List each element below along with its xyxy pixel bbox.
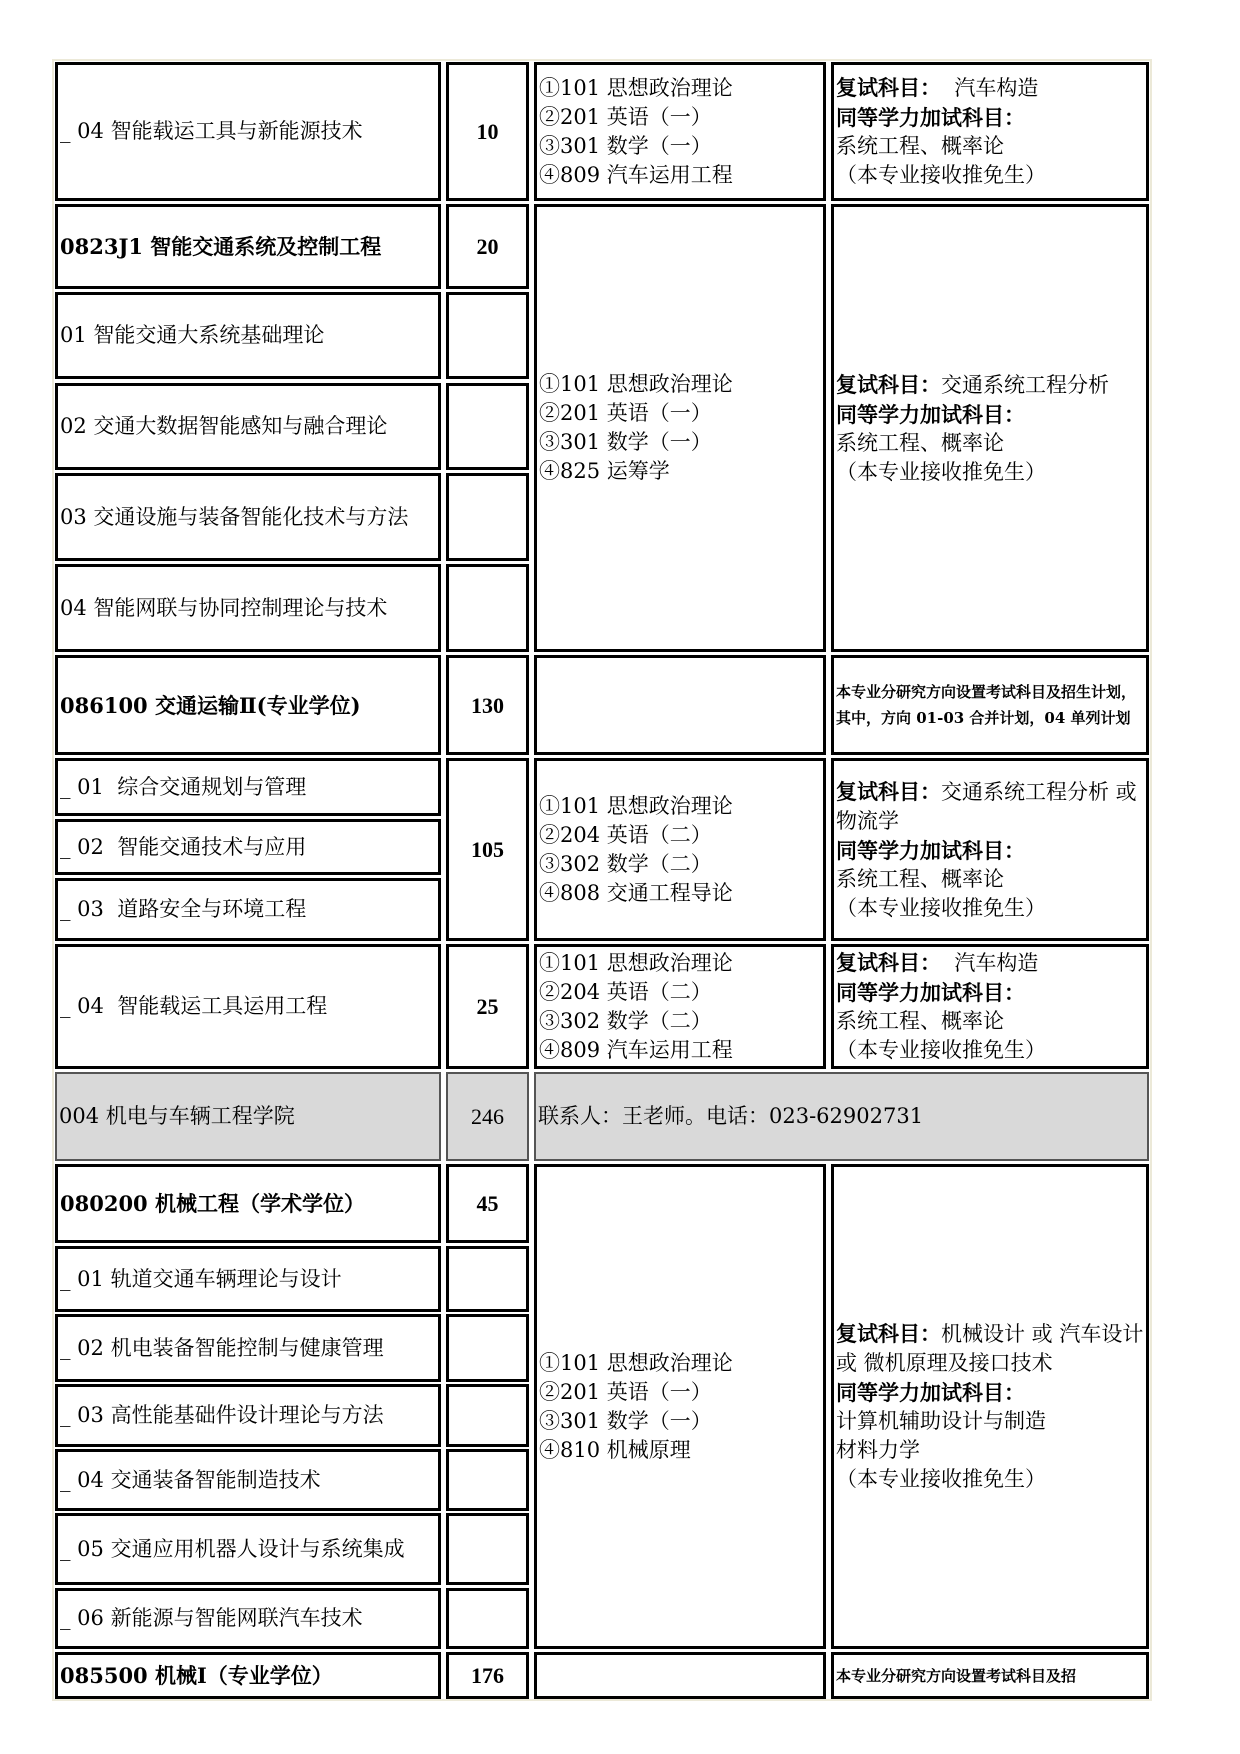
direction-name: _ 02 机电装备智能控制与健康管理 [60, 1335, 384, 1360]
table-cell-remarks [831, 1652, 1149, 1699]
table-cell-quota [446, 944, 529, 1069]
equiv-label: 同等学力加试科目： [836, 401, 1025, 427]
table-cell-remarks [831, 62, 1149, 201]
exam-item: ③301 数学（一） [539, 1408, 712, 1433]
direction-name: _ 02 智能交通技术与应用 [60, 834, 307, 859]
table-cell-direction [55, 1384, 441, 1447]
quota-value: 20 [476, 234, 499, 259]
college-contact: 联系人：王老师。电话：023-62902731 [538, 1104, 924, 1128]
major-remark: 本专业分研究方向设置考试科目及招 [836, 1666, 1077, 1685]
quota-value: 176 [471, 1663, 504, 1688]
table-cell-exams [534, 758, 826, 941]
table-cell-direction [55, 1513, 441, 1585]
exempt-note: （本专业接收推免生） [836, 459, 1046, 484]
exam-item: ②204 英语（二） [539, 979, 712, 1004]
major-name: 086100 交通运输Ⅱ(专业学位) [60, 692, 361, 718]
retest-label: 复试科目： [836, 950, 941, 975]
table-cell-remarks [831, 204, 1149, 652]
quota-value: 45 [476, 1191, 499, 1216]
table-cell-direction [55, 564, 441, 652]
table-cell-direction [55, 383, 441, 470]
table-cell-quota [446, 1449, 529, 1511]
table-cell-quota [446, 1246, 529, 1312]
exam-item: ③302 数学（二） [539, 851, 712, 876]
exam-item: ①101 思想政治理论 [539, 1350, 733, 1375]
exam-item: ②204 英语（二） [539, 822, 712, 847]
table-cell-quota [446, 204, 529, 289]
quota-value: 246 [471, 1104, 504, 1129]
college-name-cell [55, 1072, 441, 1161]
direction-name: 02 交通大数据智能感知与融合理论 [60, 414, 388, 438]
exam-item: ④825 运筹学 [539, 459, 670, 483]
major-name: _ 04 智能载运工具与新能源技术 [60, 119, 363, 143]
table-cell-direction [55, 292, 441, 379]
table-cell-exams [534, 62, 826, 201]
table-cell-quota [446, 1164, 529, 1243]
table-cell-exams [534, 1652, 826, 1699]
retest-subject: 交通系统工程分析 或 物流学 [836, 779, 1137, 833]
table-cell-exams [534, 944, 826, 1069]
table-cell-direction [55, 1314, 441, 1382]
table-cell-major [55, 62, 441, 201]
exam-item: ③301 数学（一） [539, 430, 712, 454]
direction-name: 03 交通设施与装备智能化技术与方法 [60, 504, 409, 529]
retest-subject: 汽车构造 [941, 951, 1039, 975]
table-cell-quota [446, 473, 529, 561]
table-cell-quota [446, 1588, 529, 1649]
quota-value: 130 [471, 692, 504, 718]
table-cell-quota [446, 1652, 529, 1699]
exam-item: ④808 交通工程导论 [539, 880, 733, 905]
table-cell-exams [534, 655, 826, 755]
table-cell-direction [55, 758, 441, 816]
retest-label: 复试科目： [836, 371, 941, 397]
table-cell-quota [446, 1314, 529, 1382]
direction-name: 04 智能网联与协同控制理论与技术 [60, 595, 388, 620]
table-cell-quota [446, 655, 529, 755]
table-cell-remarks [831, 1164, 1149, 1649]
table-cell-quota [446, 383, 529, 470]
table-cell-major [55, 1164, 441, 1243]
table-cell-quota [446, 292, 529, 379]
table-cell-major [55, 204, 441, 289]
college-name: 004 机电与车辆工程学院 [59, 1104, 295, 1128]
equiv-label: 同等学力加试科目： [836, 105, 1025, 130]
direction-name: _ 05 交通应用机器人设计与系统集成 [60, 1536, 405, 1561]
table-cell-direction [55, 1449, 441, 1511]
direction-name: _ 06 新能源与智能网联汽车技术 [60, 1606, 363, 1630]
equiv-subject: 材料力学 [836, 1438, 920, 1462]
retest-subject: 机械设计 或 汽车设计 或 微机原理及接口技术 [836, 1322, 1144, 1375]
major-remark: 本专业分研究方向设置考试科目及招生计划，其中，方向 01-03 合并计划，04 单列计划 [836, 683, 1137, 727]
college-quota-cell [446, 1072, 529, 1161]
table-cell-remarks [831, 655, 1149, 755]
exam-item: ②201 英语（一） [539, 1379, 712, 1404]
direction-name: _ 01 综合交通规划与管理 [60, 774, 307, 799]
table-cell-quota [446, 62, 529, 201]
exam-item: ①101 思想政治理论 [539, 372, 733, 396]
exempt-note: （本专业接收推免生） [836, 895, 1046, 920]
table-cell-exams [534, 204, 826, 652]
equiv-label: 同等学力加试科目： [836, 1380, 1025, 1405]
exam-item: ③302 数学（二） [539, 1008, 712, 1033]
equiv-subjects: 系统工程、概率论 [836, 1009, 1004, 1033]
retest-label: 复试科目： [836, 75, 941, 100]
table-cell-remarks [831, 944, 1149, 1069]
quota-value: 25 [476, 994, 499, 1019]
exam-item: ②201 英语（一） [539, 104, 712, 129]
equiv-subjects: 系统工程、概率论 [836, 134, 1004, 158]
table-cell-quota [446, 564, 529, 652]
table-cell-remarks [831, 758, 1149, 941]
retest-subject: 交通系统工程分析 [941, 372, 1109, 397]
equiv-subjects: 系统工程、概率论 [836, 866, 1004, 891]
table-cell-direction [55, 1588, 441, 1649]
retest-label: 复试科目： [836, 778, 941, 804]
exam-item: ④809 汽车运用工程 [539, 1037, 733, 1062]
table-cell-major [55, 1652, 441, 1699]
table-cell-direction [55, 1246, 441, 1312]
table-cell-quota [446, 1384, 529, 1447]
table-cell-exams [534, 1164, 826, 1649]
major-name: 085500 机械Ⅰ（专业学位） [60, 1663, 333, 1688]
exam-item: ②201 英语（一） [539, 401, 712, 425]
exempt-note: （本专业接收推免生） [836, 163, 1046, 187]
exam-item: ④810 机械原理 [539, 1437, 691, 1462]
exam-item: ①101 思想政治理论 [539, 75, 733, 100]
college-contact-cell [534, 1072, 1149, 1161]
exam-item: ①101 思想政治理论 [539, 793, 733, 818]
quota-value: 10 [476, 119, 499, 144]
exam-item: ③301 数学（一） [539, 133, 712, 158]
table-cell-direction [55, 473, 441, 561]
table-cell-quota [446, 758, 529, 941]
exempt-note: （本专业接收推免生） [836, 1467, 1046, 1491]
direction-name: _ 03 高性能基础件设计理论与方法 [60, 1403, 384, 1427]
table-cell-major [55, 655, 441, 755]
table-cell-direction [55, 944, 441, 1069]
equiv-subjects: 系统工程、概率论 [836, 430, 1004, 455]
major-name: 0823J1 智能交通系统及控制工程 [60, 234, 382, 259]
equiv-subject: 计算机辅助设计与制造 [836, 1409, 1046, 1433]
exempt-note: （本专业接收推免生） [836, 1038, 1046, 1062]
direction-name: _ 04 智能载运工具运用工程 [60, 994, 328, 1018]
table-cell-direction [55, 819, 441, 875]
direction-name: 01 智能交通大系统基础理论 [60, 323, 325, 347]
retest-subject: 汽车构造 [941, 76, 1039, 100]
table-cell-direction [55, 878, 441, 941]
exam-item: ①101 思想政治理论 [539, 950, 733, 975]
quota-value: 105 [471, 837, 504, 862]
retest-label: 复试科目： [836, 1321, 941, 1346]
exam-item: ④809 汽车运用工程 [539, 162, 733, 187]
direction-name: _ 01 轨道交通车辆理论与设计 [60, 1266, 342, 1291]
table-cell-quota [446, 1513, 529, 1585]
major-name: 080200 机械工程（学术学位） [60, 1191, 365, 1216]
direction-name: _ 04 交通装备智能制造技术 [60, 1467, 321, 1492]
direction-name: _ 03 道路安全与环境工程 [60, 897, 307, 921]
equiv-label: 同等学力加试科目： [836, 980, 1025, 1005]
equiv-label: 同等学力加试科目： [836, 837, 1025, 863]
